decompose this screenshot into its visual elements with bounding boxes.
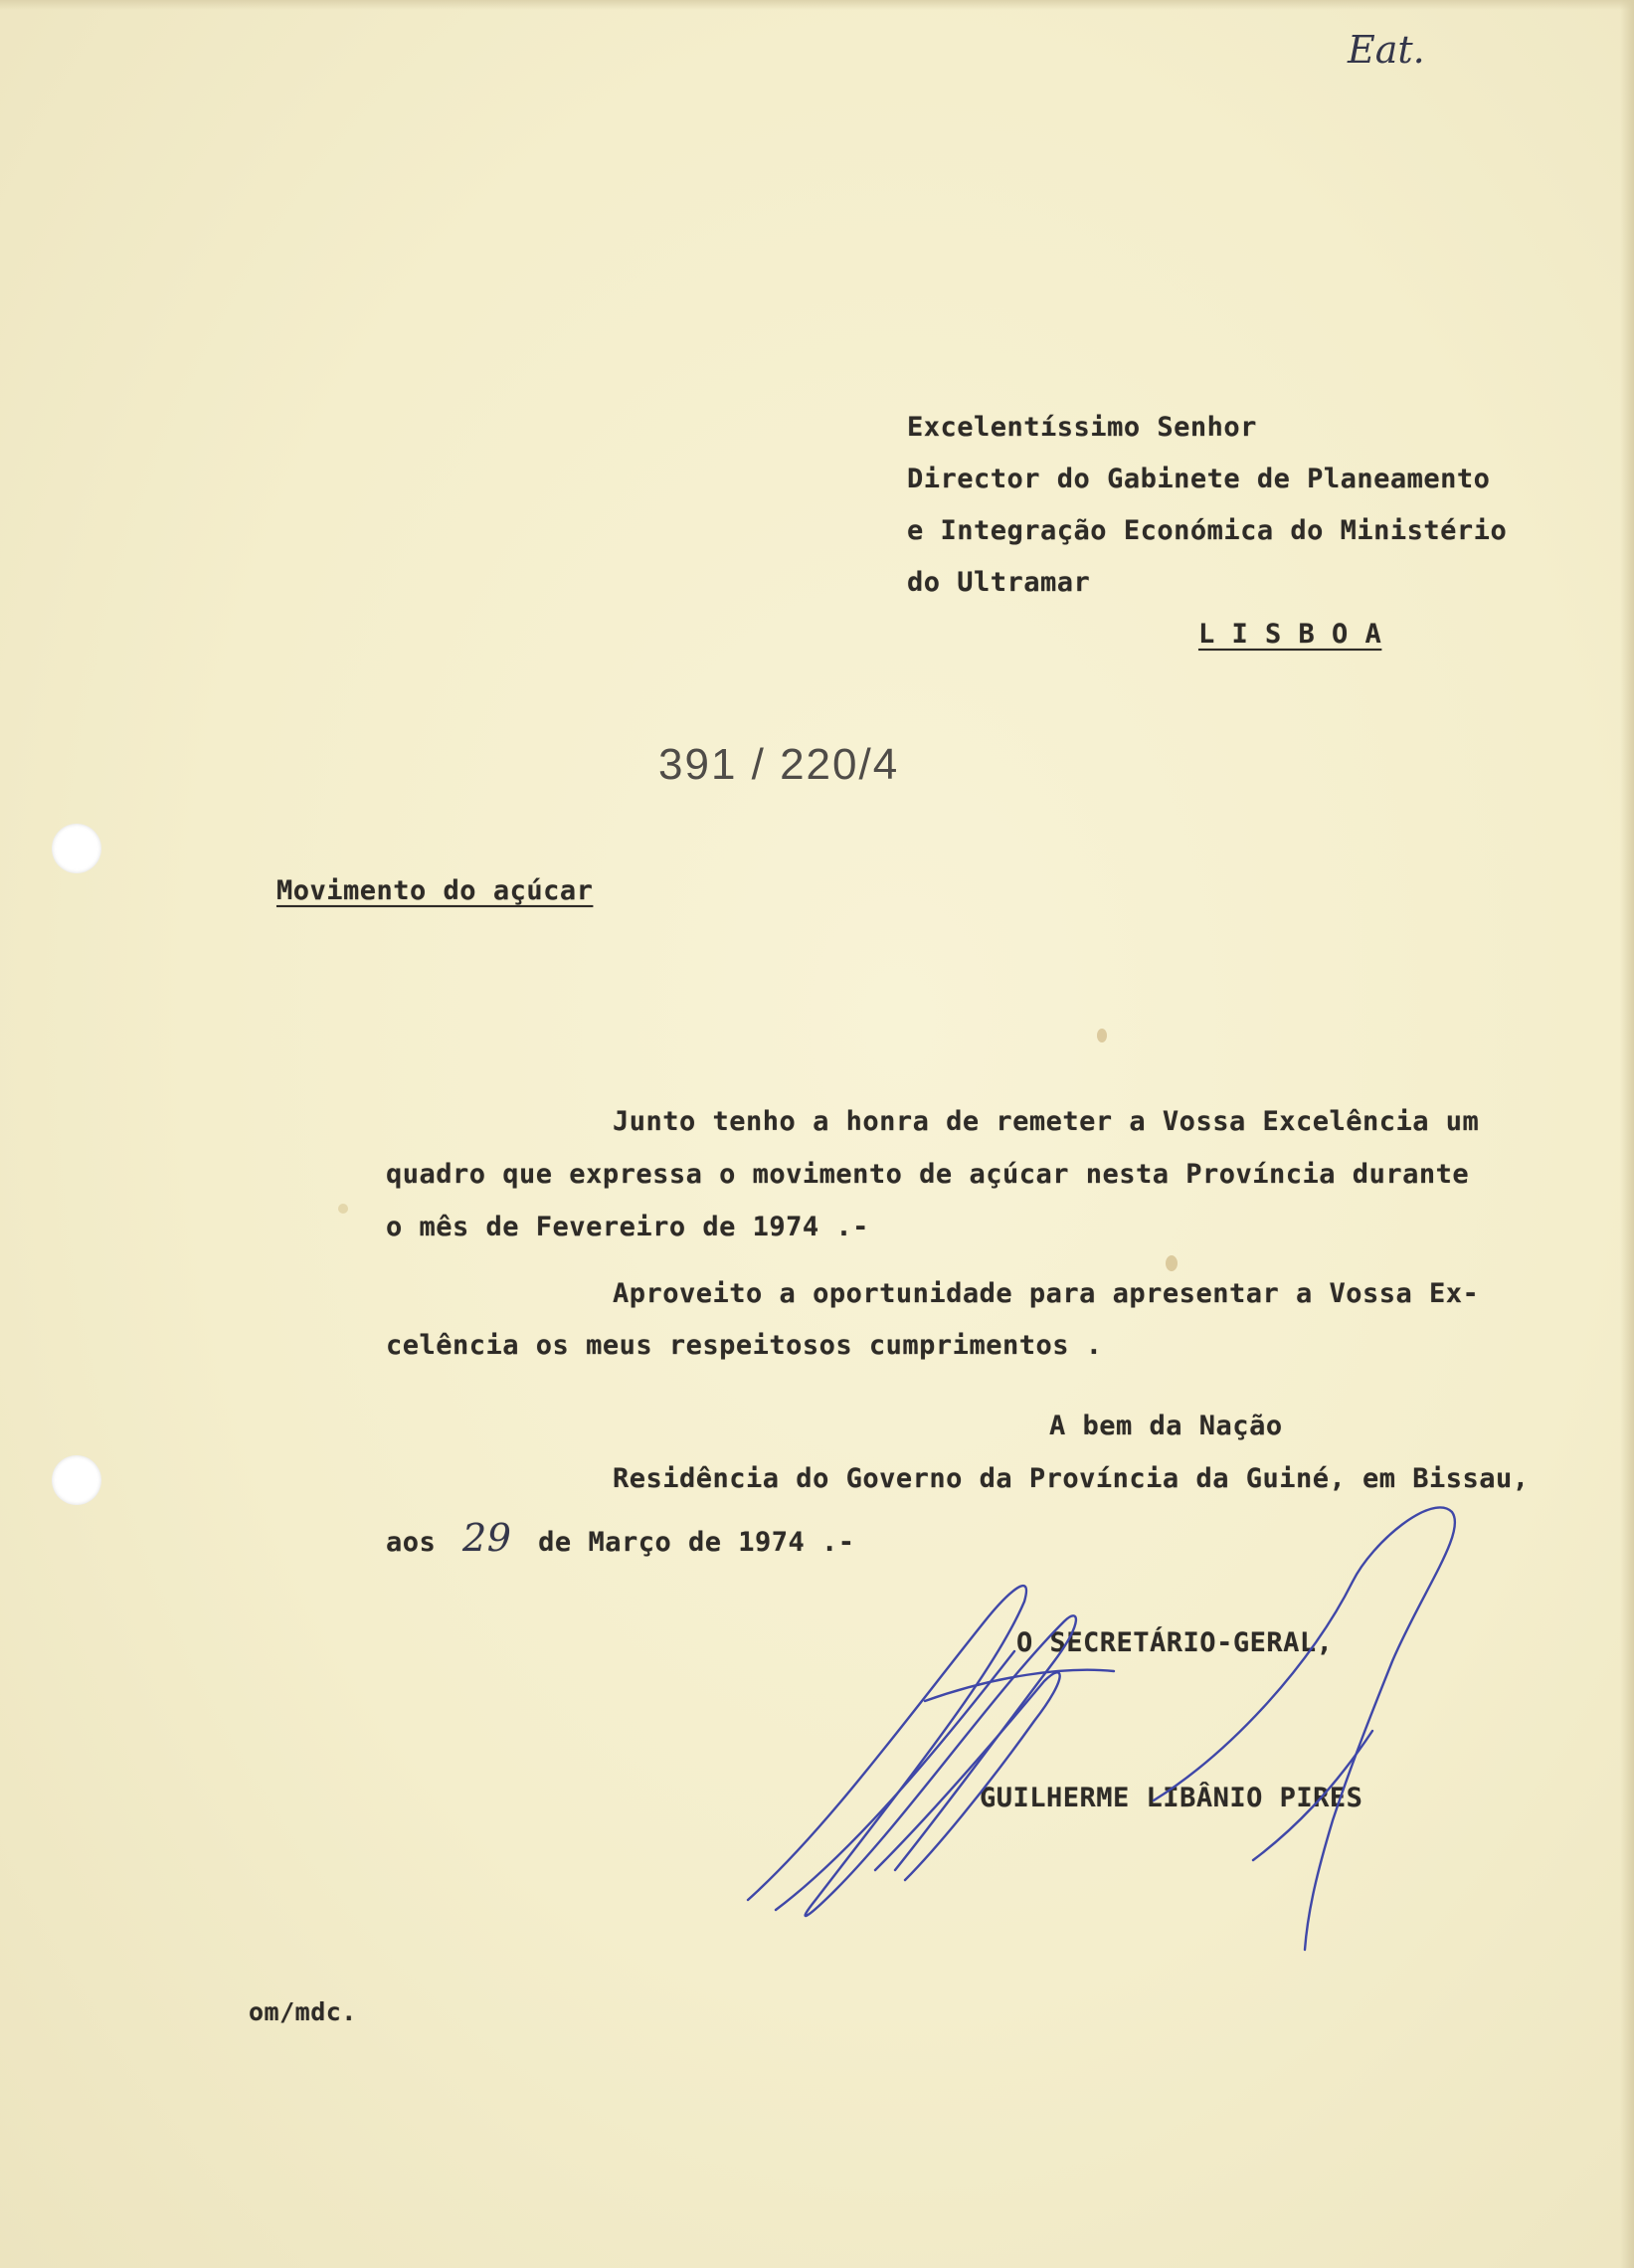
paper-edge-right <box>1620 0 1634 2268</box>
closing-salutation: A bem da Nação <box>1049 1411 1283 1441</box>
signatory-title: O SECRETÁRIO-GERAL, <box>1016 1627 1334 1658</box>
closing-place-line: Residência do Governo da Província da Guiné, em Bissau, <box>613 1463 1530 1494</box>
addressee-line-1: Excelentíssimo Senhor <box>907 412 1257 443</box>
subject-line: Movimento do açúcar <box>276 875 594 906</box>
punch-hole-upper <box>52 824 101 873</box>
addressee-city: L I S B O A <box>1198 619 1382 650</box>
typist-initials: om/mdc. <box>249 1997 357 2026</box>
paper-stain <box>1097 1029 1107 1042</box>
handwritten-signature <box>736 1472 1472 1960</box>
body-paragraph-1-line-2: quadro que expressa o movimento de açúcar nesta Província durante <box>386 1159 1470 1190</box>
date-prefix: aos <box>386 1527 437 1558</box>
addressee-line-2: Director do Gabinete de Planeamento <box>907 464 1491 494</box>
date-day-handwritten: 29 <box>462 1516 512 1560</box>
body-paragraph-1-line-1: Junto tenho a honra de remeter a Vossa Excelência um <box>613 1106 1480 1137</box>
reference-number: 391 / 220/4 <box>658 740 900 789</box>
addressee-line-3: e Integração Económica do Ministério <box>907 515 1508 546</box>
punch-hole-lower <box>52 1455 101 1505</box>
body-paragraph-1-line-3: o mês de Fevereiro de 1974 .- <box>386 1212 869 1242</box>
addressee-line-4: do Ultramar <box>907 567 1091 598</box>
paper-stain <box>338 1204 348 1214</box>
paper-edge-top <box>0 0 1634 10</box>
date-suffix: de Março de 1974 .- <box>538 1527 855 1558</box>
body-paragraph-2-line-1: Aproveito a oportunidade para apresentar a Vossa Ex- <box>613 1278 1480 1309</box>
signatory-name: GUILHERME LIBÂNIO PIRES <box>980 1783 1363 1813</box>
paper-stain <box>1166 1255 1178 1271</box>
body-paragraph-2-line-2: celência os meus respeitosos cumprimentos . <box>386 1330 1103 1361</box>
corner-note: Eat. <box>1348 28 1425 72</box>
